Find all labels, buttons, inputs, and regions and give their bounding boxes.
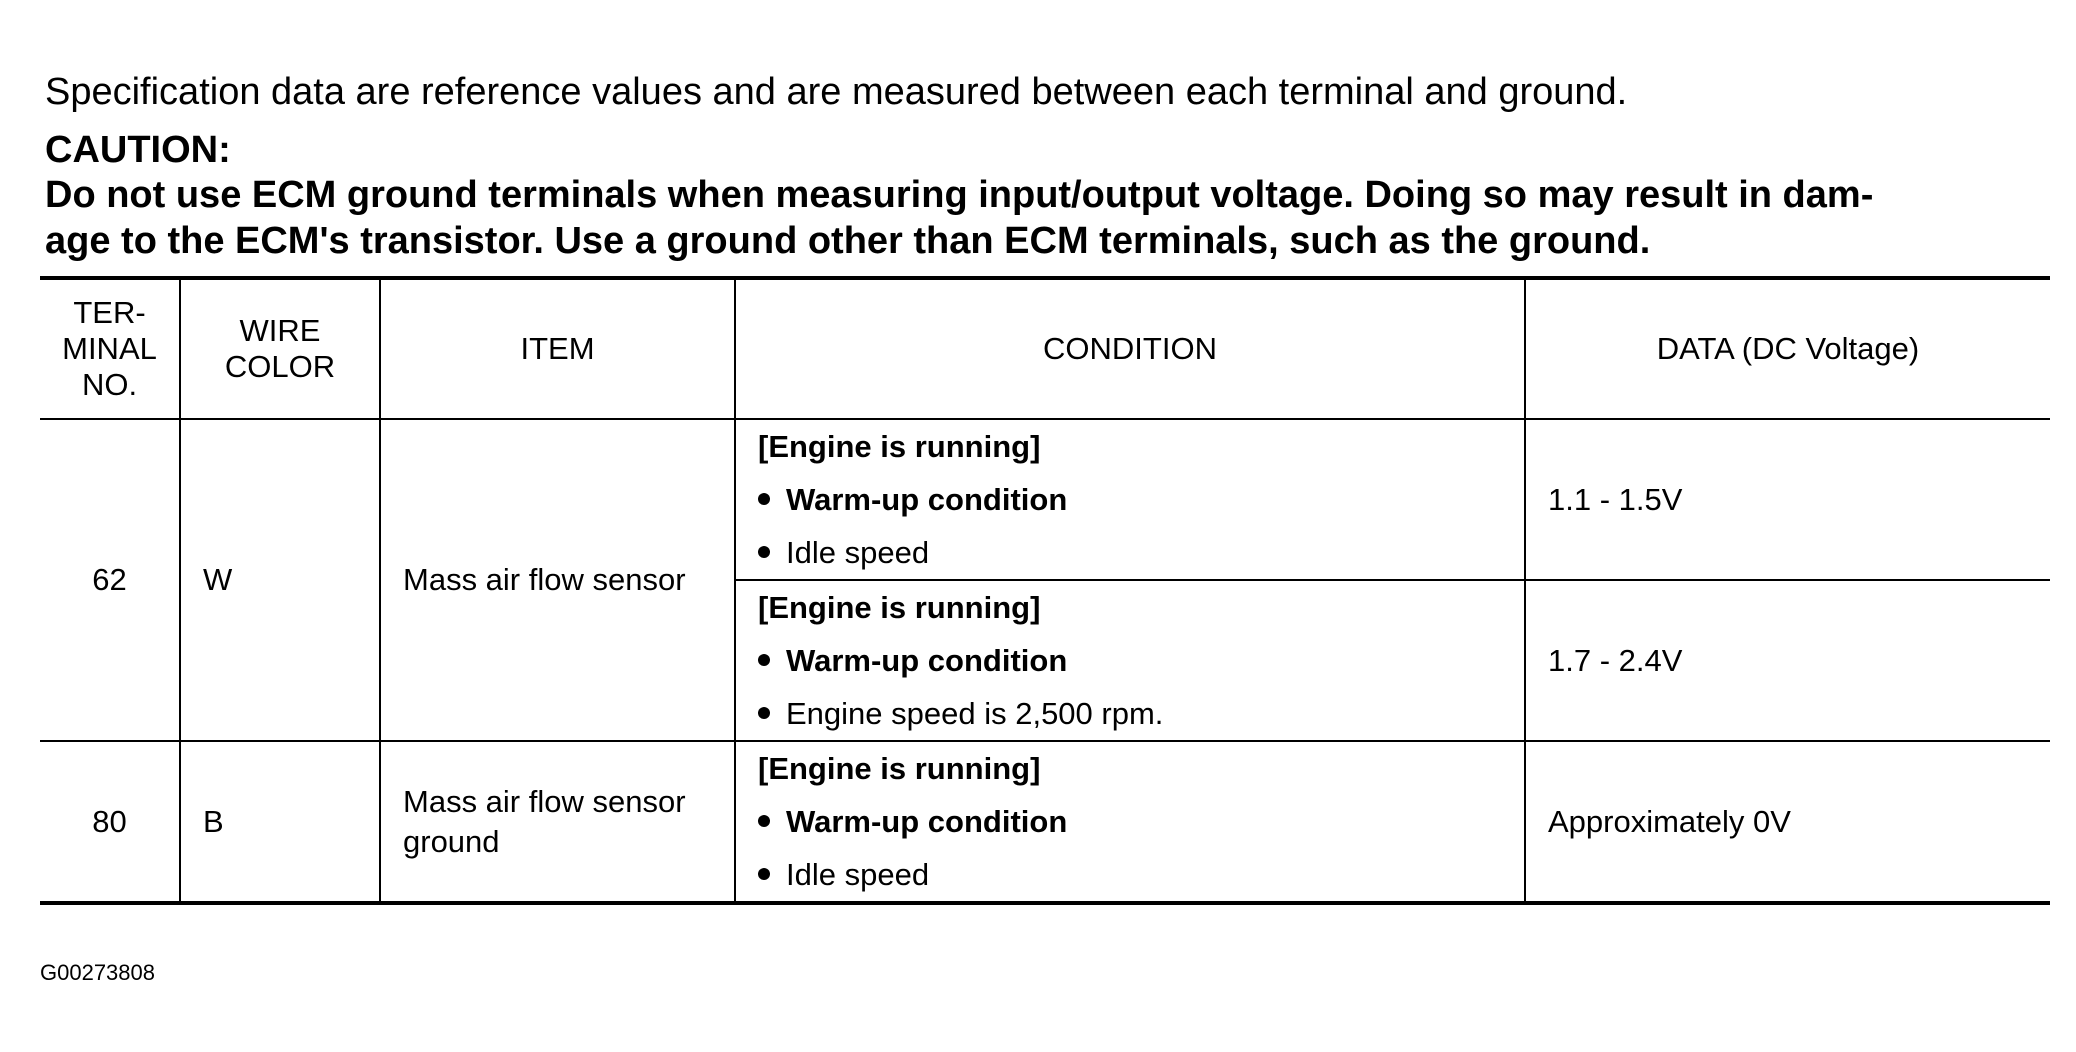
intro-text: Specification data are reference values and are measured between each terminal and ground. [45, 71, 1628, 113]
condition-bullet: Warm-up condition [758, 795, 1502, 848]
bullet-icon [758, 707, 770, 719]
table-row [40, 419, 2050, 580]
bullet-icon [758, 493, 770, 505]
header-data: DATA (DC Voltage) [1525, 278, 2050, 419]
item-name: Mass air flow sensor ground [380, 741, 735, 903]
condition-bullet: Engine speed is 2,500 rpm. [758, 687, 1502, 740]
caution-line-1: Do not use ECM ground terminals when measuring input/output voltage. Doing so may result in dam- [45, 174, 1874, 216]
condition-heading: [Engine is running] [758, 429, 1041, 464]
terminal-spec-table [40, 276, 2050, 905]
condition-cell [735, 741, 1525, 903]
data-value: 1.7 - 2.4V [1525, 580, 2050, 741]
table-header-row [40, 278, 2050, 419]
condition-bullet: Idle speed [758, 848, 1502, 901]
terminal-number: 80 [92, 803, 127, 839]
bullet-icon [758, 546, 770, 558]
caution-text [45, 172, 2035, 264]
item-name: Mass air flow sensor [380, 419, 735, 741]
terminal-number: 62 [40, 419, 180, 741]
wire-color: W [180, 419, 380, 741]
condition-bullet: Warm-up condition [758, 634, 1502, 687]
figure-id: G00273808 [40, 960, 155, 985]
caution-line-2: age to the ECM's transistor. Use a ground other than ECM terminals, such as the ground. [45, 220, 1651, 262]
wire-color: B [180, 741, 380, 903]
header-wire-color: WIRE COLOR [180, 278, 380, 419]
condition-heading: [Engine is running] [758, 590, 1041, 625]
bullet-icon [758, 868, 770, 880]
bullet-icon [758, 654, 770, 666]
header-condition: CONDITION [735, 278, 1525, 419]
header-item: ITEM [380, 278, 735, 419]
data-value: Approximately 0V [1525, 741, 2050, 903]
condition-cell [735, 580, 1525, 741]
header-terminal-no: TER- MINAL NO. [40, 278, 180, 419]
condition-heading: [Engine is running] [758, 751, 1041, 786]
table-row [40, 741, 2050, 903]
condition-cell [735, 419, 1525, 580]
caution-title: CAUTION: [45, 129, 231, 171]
data-value: 1.1 - 1.5V [1525, 419, 2050, 580]
condition-bullet: Warm-up condition [758, 473, 1502, 526]
condition-bullet: Idle speed [758, 526, 1502, 579]
bullet-icon [758, 815, 770, 827]
